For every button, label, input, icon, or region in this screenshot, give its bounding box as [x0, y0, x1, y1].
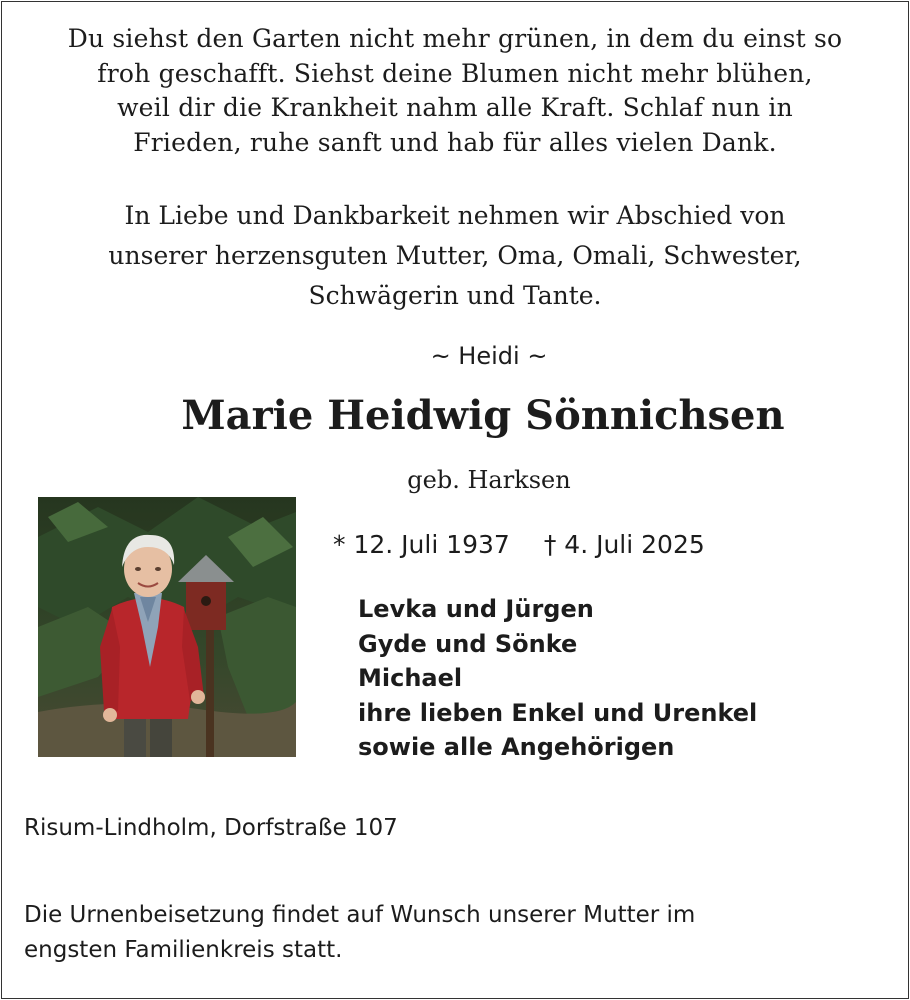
intro-line: In Liebe und Dankbarkeit nehmen wir Abschied von [124, 201, 786, 230]
poem-line: weil dir die Krankheit nahm alle Kraft. Schlaf nun in [117, 93, 793, 122]
birth-date: * 12. Juli 1937 [333, 530, 510, 559]
poem-line: Du siehst den Garten nicht mehr grünen, in dem du einst so [67, 24, 843, 53]
nickname: ~ Heidi ~ [430, 342, 548, 370]
life-dates [333, 526, 705, 564]
portrait-photo [38, 497, 296, 757]
farewell-intro [0, 196, 910, 316]
poem-line: froh geschafft. Siehst deine Blumen nicht mehr blühen, [97, 58, 813, 88]
mourner-line: Levka und Jürgen [358, 595, 594, 623]
intro-line: Schwägerin und Tante. [308, 281, 602, 310]
mourner-line: sowie alle Angehörigen [358, 733, 675, 761]
mourner-line: Gyde und Sönke [358, 629, 578, 658]
maiden-name: geb. Harksen [407, 466, 571, 494]
notice-line: Die Urnenbeisetzung findet auf Wunsch unserer Mutter im [24, 902, 696, 928]
address: Risum-Lindholm, Dorfstraße 107 [24, 815, 398, 841]
mourners-list [358, 592, 757, 765]
intro-line: unserer herzensguten Mutter, Oma, Omali, Schwester, [108, 241, 802, 270]
death-date: † 4. Juli 2025 [543, 530, 705, 559]
mourner-line: Michael [358, 664, 463, 692]
memorial-poem [0, 22, 910, 160]
deceased-full-name: Marie Heidwig Sönnichsen [181, 392, 785, 439]
poem-line: Frieden, ruhe sanft und hab für alles vielen Dank. [133, 127, 777, 157]
notice-line: engsten Familienkreis statt. [24, 937, 343, 963]
mourner-line: ihre lieben Enkel und Urenkel [358, 698, 758, 727]
burial-notice [24, 898, 695, 968]
